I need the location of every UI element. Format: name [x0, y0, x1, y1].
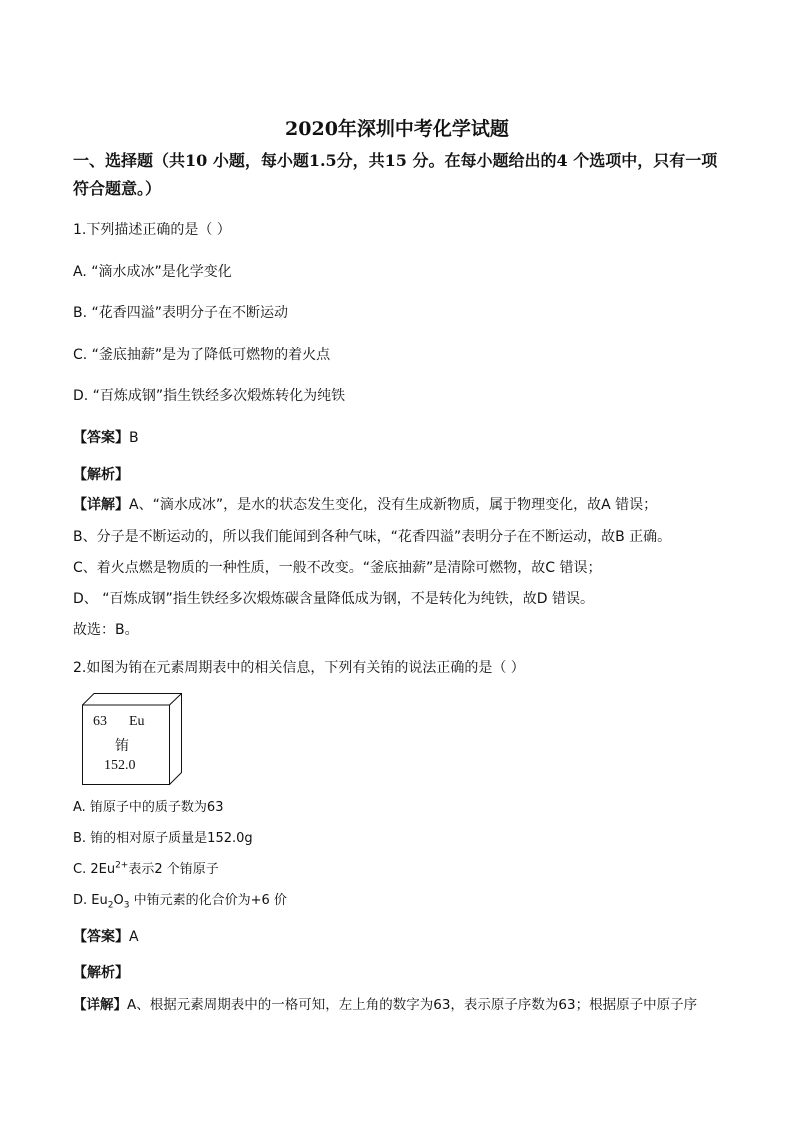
question-1-option-b: B. “花香四溢”表明分子在不断运动 — [73, 305, 289, 321]
question-1-detail-line-4: D、 “百炼成钢”指生铁经多次煅炼碳含量降低成为钢，不是转化为纯铁，故D 错误。 — [73, 591, 594, 607]
question-2-detail-line-1 — [73, 993, 697, 1013]
question-1-detail-line-1 — [73, 494, 657, 514]
element-atomic-number: 63 — [93, 714, 107, 729]
answer-label: 【答案】 — [73, 430, 129, 446]
option-d-sub-1: 2 — [107, 900, 114, 911]
option-d-suffix: 中铕元素的化合价为+6 价 — [129, 893, 287, 908]
option-c-suffix: 表示2 个铕原子 — [128, 862, 219, 877]
option-d-prefix: D. Eu — [73, 893, 108, 908]
question-2-option-a: A. 铕原子中的质子数为63 — [73, 800, 224, 815]
answer-label: 【答案】 — [73, 929, 129, 945]
question-1-analysis-label: 【解析】 — [73, 467, 129, 483]
question-2-stem: 2.如图为铕在元素周期表中的相关信息，下列有关铕的说法正确的是（ ） — [73, 660, 525, 676]
question-2-option-d — [73, 889, 287, 911]
detail-label: 【详解】 — [73, 997, 127, 1013]
question-1-detail-line-2: B、分子是不断运动的，所以我们能闻到各种气味，“花香四溢”表明分子在不断运动，故B 正确。 — [73, 529, 672, 545]
section-heading-line-2: 符合题意。） — [73, 179, 162, 198]
question-2-option-c — [73, 858, 219, 877]
option-d-sub-2: 3 — [123, 900, 130, 911]
question-2-analysis-label: 【解析】 — [73, 965, 129, 981]
question-1-answer — [73, 427, 139, 447]
question-2-answer — [73, 926, 139, 946]
element-symbol: Eu — [129, 714, 145, 729]
detail-text: A、根据元素周期表中的一格可知，左上角的数字为63，表示原子序数为63；根据原子中原子序 — [127, 997, 698, 1013]
option-d-mid: O — [113, 893, 124, 908]
section-heading — [73, 147, 733, 203]
question-1-option-c: C. “釜底抽薪”是为了降低可燃物的着火点 — [73, 347, 331, 363]
answer-value: A — [129, 929, 139, 945]
element-name: 铕 — [115, 739, 129, 754]
element-mass: 152.0 — [104, 758, 136, 773]
section-heading-line-1: 一、选择题（共10 小题，每小题1.5分，共15 分。在每小题给出的4 个选项中，只有一项 — [73, 151, 718, 170]
question-1-option-a: A. “滴水成冰”是化学变化 — [73, 264, 232, 280]
option-c-charge: 2+ — [115, 860, 129, 871]
element-card — [82, 693, 182, 785]
question-1-stem: 1.下列描述正确的是（ ） — [73, 222, 231, 238]
detail-text: A、“滴水成冰”，是水的状态发生变化，没有生成新物质，属于物理变化，故A 错误； — [129, 497, 658, 513]
answer-value: B — [129, 430, 139, 446]
page-title: 2020年深圳中考化学试题 — [285, 118, 509, 140]
detail-label: 【详解】 — [73, 497, 129, 513]
question-1-detail-line-3: C、着火点燃是物质的一种性质，一般不改变。“釜底抽薪”是清除可燃物，故C 错误； — [73, 560, 602, 576]
option-c-prefix: C. 2Eu — [73, 862, 116, 877]
question-1-option-d: D. “百炼成钢”指生铁经多次煅炼转化为纯铁 — [73, 388, 346, 404]
question-1-conclusion: 故选：B。 — [73, 622, 139, 638]
question-2-option-b: B. 铕的相对原子质量是152.0g — [73, 831, 253, 846]
